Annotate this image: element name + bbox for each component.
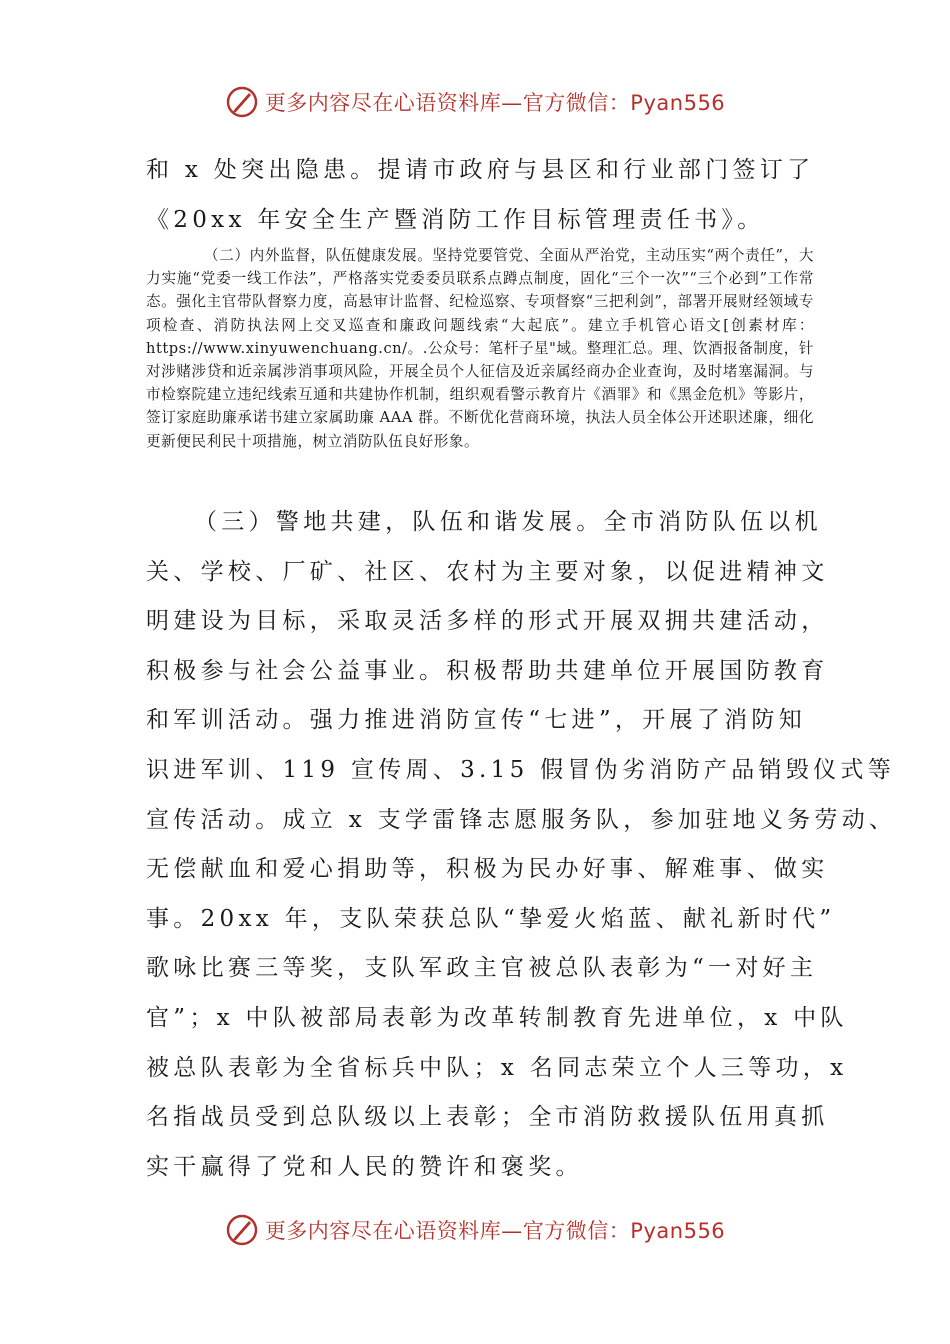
paragraph-3 (146, 498, 897, 1192)
footer-banner-text: 更多内容尽在心语资料库—官方微信：Pyan556 (264, 1219, 726, 1243)
paragraph-3-line: 明建设为目标，采取灵活多样的形式开展双拥共建活动， (146, 608, 829, 635)
paragraph-3-line: 识进军训、119 宣传周、3.15 假冒伪劣消防产品销毁仪式等 (146, 756, 896, 783)
paragraph-3-line: 宣传活动。成立 x 支学雷锋志愿服务队，参加驻地义务劳动、 (146, 806, 897, 833)
paragraph-3-line: 名指战员受到总队级以上表彰；全市消防救援队伍用真抓 (146, 1104, 829, 1131)
paragraph-3-line: 和军训活动。强力推进消防宣传“七进”，开展了消防知 (146, 707, 807, 734)
quill-logo-icon (225, 1213, 259, 1247)
paragraph-2: （二）内外监督，队伍健康发展。坚持党要管党、全面从严治党，主动压实“两个责任”，大力实施“党委一线工作法”，严格落实党委委员联系点蹲点制度，固化“三个一次”“三个必到”工作常态。强化主官带队督察力度，高悬审计监督、纪检巡察、专项督察“三把利剑”，部署开展财经领域专项检查、消防执法网上交叉巡查和廉政问题线索“大起底”。建立手机管心语文[创素材库：https://www.xinyuwenchuang.cn/。.公众号：笔杆子星"域。整理汇总。理、饮酒报备制度，针对涉赌涉贷和近亲属涉消事项风险，开展全员个人征信及近亲属经商办企业查询，及时堵塞漏洞。与市检察院建立违纪线索互通和共建协作机制，组织观看警示教育片《酒罪》和《黑金危机》等影片，签订家庭助廉承诺书建立家属助廉 AAA 群。不断优化营商环境，执法人员全体公开述职述廉，细化更新便民利民十项措施，树立消防队伍良好形象。 (146, 247, 814, 450)
paragraph-3-line: 无偿献血和爱心捐助等，积极为民办好事、解难事、做实 (146, 856, 829, 883)
header-banner (0, 82, 950, 122)
paragraph-3-line: 歌咏比赛三等奖，支队军政主官被总队表彰为“一对好主 (146, 955, 818, 982)
paragraph-3-line: （三）警地共建，队伍和谐发展。全市消防队伍以机 (194, 509, 822, 535)
paragraph-3-line: 事。20xx 年，支队荣获总队“挚爱火焰蓝、献礼新时代” (146, 905, 836, 932)
header-banner-text: 更多内容尽在心语资料库—官方微信：Pyan556 (264, 91, 726, 115)
paragraph-1-line: 和 x 处突出隐患。提请市政府与县区和行业部门签订了 (146, 157, 815, 183)
paragraph-3-line: 被总队表彰为全省标兵中队；x 名同志荣立个人三等功，x (146, 1054, 848, 1081)
paragraph-3-line: 实干赢得了党和人民的赞许和褒奖。 (146, 1153, 583, 1180)
paragraph-3-line: 积极参与社会公益事业。积极帮助共建单位开展国防教育 (146, 657, 829, 684)
footer-banner (0, 1210, 950, 1250)
paragraph-1-line: 《20xx 年安全生产暨消防工作目标管理责任书》。 (146, 206, 765, 233)
paragraph-3-line: 关、学校、厂矿、社区、农村为主要对象，以促进精神文 (146, 558, 829, 585)
paragraph-1 (146, 146, 814, 245)
paragraph-3-line: 官”；x 中队被部局表彰为改革转制教育先进单位，x 中队 (146, 1004, 848, 1031)
quill-logo-icon (225, 85, 259, 119)
